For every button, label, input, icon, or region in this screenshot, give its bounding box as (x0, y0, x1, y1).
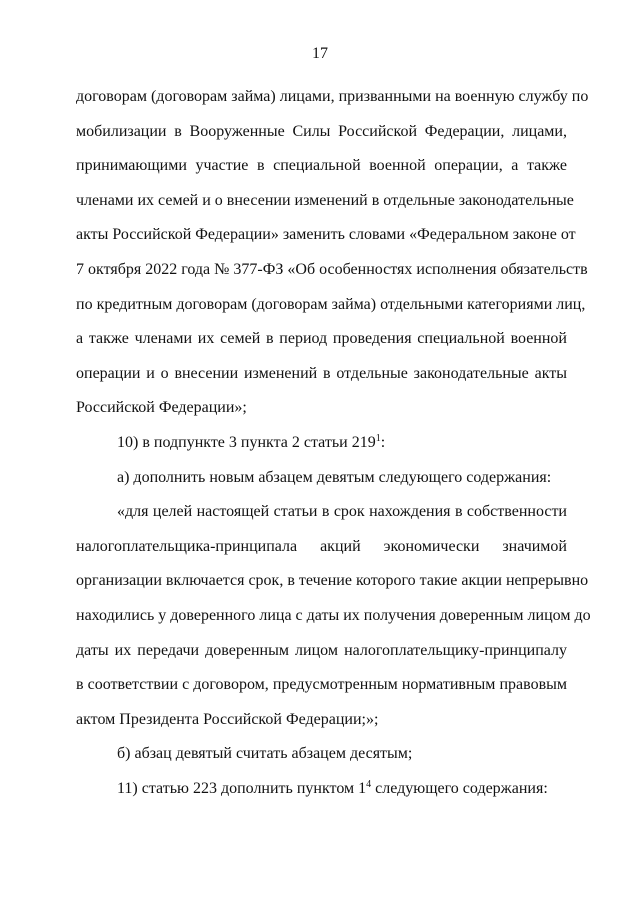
text-line: договорам (договорам займа) лицами, призванными на военную службу по (76, 88, 589, 105)
quote-line: находились у доверенного лица с даты их получения доверенным лицом до (76, 606, 591, 624)
quote-line: «для целей настоящей статьи в срок нахождения в собственности (117, 503, 567, 521)
item-11-text: 11) статью 223 дополнить пунктом 1 (117, 779, 367, 797)
item-10-text: 10) в подпункте 3 пункта 2 статьи 219 (117, 433, 376, 451)
quote-line: даты их передачи доверенным лицом налогоплательщику-принципалу (76, 641, 567, 659)
text-line: операции и о внесении изменений в отдельные законодательные акты (76, 364, 567, 382)
item-10-superscript: 1 (375, 432, 381, 444)
quote-line: актом Президента Российской Федерации;»; (76, 710, 379, 728)
item-10-suffix: : (380, 433, 386, 451)
text-line: принимающими участие в специальной военной операции, а также (76, 157, 567, 175)
quote-line: организации включается срок, в течение которого такие акции непрерывно (76, 572, 589, 590)
subitem-b: б) абзац девятый считать абзацем десятым; (117, 745, 413, 763)
quote-line: налогоплательщика-принципала акций экономически значимой (76, 537, 567, 555)
item-11-superscript: 4 (366, 778, 372, 790)
page-number: 17 (312, 45, 328, 62)
subitem-a: а) дополнить новым абзацем девятым следующего содержания: (117, 468, 552, 486)
text-line: 7 октября 2022 года № 377-ФЗ «Об особенностях исполнения обязательств (76, 260, 588, 278)
text-line: по кредитным договорам (договорам займа) отдельными категориями лиц, (76, 295, 586, 313)
item-11-suffix: следующего содержания: (371, 779, 548, 797)
text-line: членами их семей и о внесении изменений в отдельные законодательные (76, 191, 574, 209)
text-line: Российской Федерации»; (76, 399, 247, 417)
text-line: мобилизации в Вооруженные Силы Российской Федерации, лицами, (76, 122, 567, 140)
text-line: а также членами их семей в период проведения специальной военной (76, 330, 567, 348)
text-line: акты Российской Федерации» заменить словами «Федеральном законе от (76, 226, 576, 244)
item-10 (76, 426, 567, 461)
item-11 (76, 772, 567, 807)
quote-line: в соответствии с договором, предусмотренным нормативным правовым (76, 676, 567, 694)
document-body (76, 80, 591, 806)
